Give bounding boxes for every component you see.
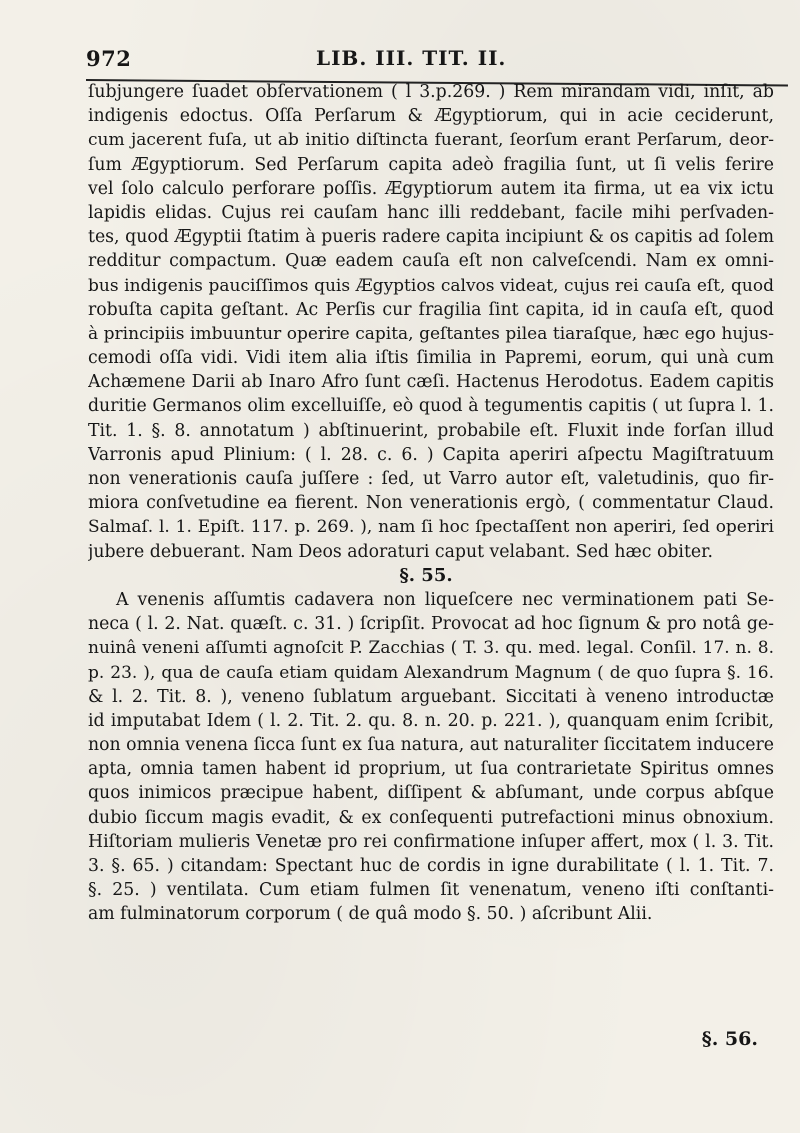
text-line: nuinâ veneni aſſumti agnoſcit P. Zacchias ( T. 3. qu. med. legal. Conſil. 17. n. 8. — [88, 638, 774, 659]
text-line: lapidis elidas. Cujus rei cauſam hanc illi reddebant, facile mihi perſvaden- — [88, 202, 774, 223]
text-line: jubere debuerant. Nam Deos adoraturi caput velabant. Sed hæc obiter. — [88, 541, 713, 562]
text-line: p. 23. ), qua de cauſa etiam quidam Alexandrum Magnum ( de quo ſupra §. 16. — [88, 662, 774, 683]
text-line: vel ſolo calculo perforare poſſis. Ægyptiorum autem ita firma, ut ea vix ictu — [88, 178, 774, 199]
text-line: cum jacerent fuſa, ut ab initio diſtincta fuerant, ſeorſum erant Perſarum, deor- — [88, 130, 774, 151]
text-line: ſum Ægyptiorum. Sed Perſarum capita adeò fragilia ſunt, ut ſi velis ferire — [88, 154, 774, 175]
page-body — [88, 80, 774, 927]
text-line: id imputabat Idem ( l. 2. Tit. 2. qu. 8. n. 20. p. 221. ), quanquam enim ſcribit, — [88, 710, 774, 731]
text-line: quos inimicos præcipue habent, diſſipent & abſumant, unde corpus abſque — [88, 783, 774, 804]
text-line: cemodi oſſa vidi. Vidi item alia iſtis ſimilia in Papremi, eorum, qui unà cum — [88, 348, 774, 369]
text-line: tes, quod Ægyptii ſtatim à pueris radere capita incipiunt & os capitis ad ſolem — [88, 227, 774, 248]
text-line: Salmaſ. l. 1. Epiſt. 117. p. 269. ), nam ſi hoc ſpectaſſent non aperiri, ſed operiri — [88, 517, 774, 538]
catchword: §. 56. — [701, 1028, 758, 1050]
text-line: am fulminatorum corporum ( de quâ modo §. 50. ) aſcribunt Alii. — [88, 904, 653, 925]
text-line: à principiis imbuuntur operire capita, geſtantes pilea tiaraſque, hæc ego hujus- — [88, 323, 774, 344]
text-line: bus indigenis pauciſſimos quis Ægyptios calvos videat, cujus rei cauſa eſt, quod — [88, 275, 774, 296]
text-line: Achæmene Darii ab Inaro Afro ſunt cæſi. Hactenus Herodotus. Eadem capitis — [88, 372, 774, 393]
text-line: redditur compactum. Quæ eadem cauſa eſt non calveſcendi. Nam ex omni- — [88, 251, 774, 272]
text-line: duritie Germanos olim excelluiſſe, eò quod à tegumentis capitis ( ut ſupra l. 1. — [88, 396, 774, 417]
text-line: non omnia venena ſicca ſunt ex ſua natura, aut naturaliter ſiccitatem inducere — [88, 735, 774, 756]
text-line: neca ( l. 2. Nat. quæſt. c. 31. ) ſcripſit. Provocat ad hoc ſignum & pro notâ ge- — [88, 614, 774, 635]
page-header — [86, 46, 790, 80]
text-line: non venerationis cauſa juſſere : ſed, ut Varro autor eſt, valetudinis, quo fir- — [88, 469, 774, 489]
text-line: ſubjungere ſuadet obſervationem ( l 3.p.269. ) Rem mirandam vidi, inſit, ab — [88, 82, 774, 102]
running-head: LIB. III. TIT. II. — [316, 46, 507, 70]
text-line: A venenis aſſumtis cadavera non liqueſcere nec verminationem pati Se- — [116, 589, 774, 610]
section-heading: §. 55. — [399, 564, 453, 586]
text-line: §. 25. ) ventilata. Cum etiam fulmen ſit venenatum, veneno iſti conſtanti- — [88, 880, 774, 901]
text-line: & l. 2. Tit. 8. ), veneno ſublatum arguebant. Siccitati à veneno introductæ — [88, 686, 774, 707]
text-line: apta, omnia tamen habent id proprium, ut ſua contrarietate Spiritus omnes — [88, 759, 774, 780]
text-line: Varronis apud Plinium: ( l. 28. c. 6. ) Capita aperiri aſpectu Magiſtratuum — [88, 444, 774, 465]
text-line: 3. §. 65. ) citandam: Spectant huc de cordis in igne durabilitate ( l. 1. Tit. 7. — [88, 856, 774, 876]
text-line: indigenis edoctus. Oſſa Perſarum & Ægyptiorum, qui in acie ceciderunt, — [88, 106, 774, 127]
text-line: robuſta capita geſtant. Ac Perſis cur fragilia ſint capita, id in cauſa eſt, quod — [88, 299, 774, 320]
text-line: miora conſvetudine ea fierent. Non venerationis ergò, ( commentatur Claud. — [88, 493, 774, 514]
page-number: 972 — [86, 46, 132, 71]
text-line: Hiſtoriam mulieris Venetæ pro rei confirmatione inſuper affert, mox ( l. 3. Tit. — [88, 831, 774, 852]
text-line: Tit. 1. §. 8. annotatum ) abſtinuerint, probabile eſt. Fluxit inde forſan illud — [88, 420, 774, 441]
text-line: dubio ſiccum magis evadit, & ex conſequenti putrefactioni minus obnoxium. — [88, 807, 774, 828]
